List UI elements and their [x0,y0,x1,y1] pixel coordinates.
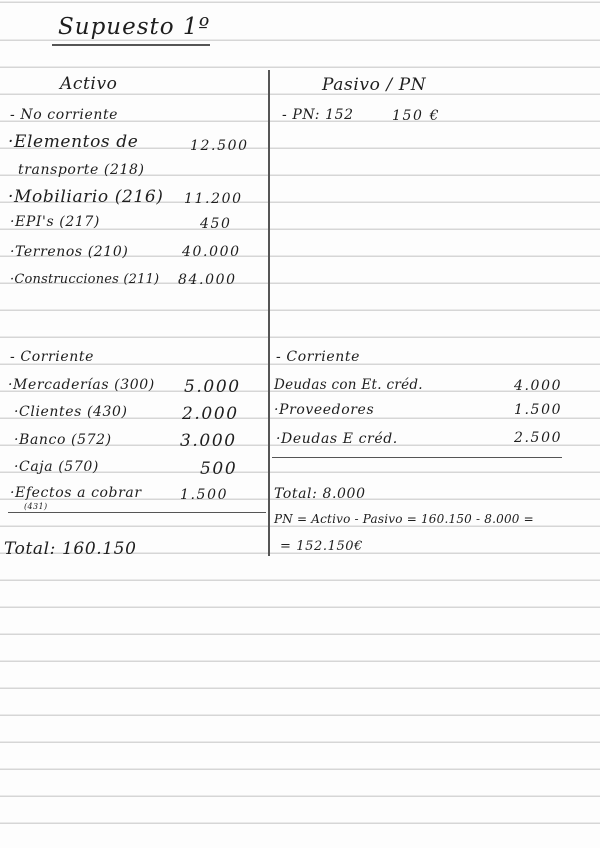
pasivo-total-rule [272,457,562,458]
column-divider [268,70,270,556]
pasivo-total: Total: 8.000 [274,486,366,502]
asset-label: ·Terrenos (210) [10,244,129,260]
asset-value: 5.000 [184,377,241,397]
no-corriente-header: - No corriente [10,107,119,123]
asset-label-cont: (431) [24,502,48,511]
pn-formula-result: = 152.150€ [280,539,364,554]
liability-label: Deudas con Et. créd. [274,377,423,393]
activo-total-rule [8,512,266,513]
asset-label: ·Elementos de [8,132,139,152]
pasivo-corriente-header: - Corriente [276,349,360,365]
asset-value: 1.500 [180,487,229,503]
asset-label: ·Efectos a cobrar [10,485,142,501]
activo-header: Activo [60,74,118,94]
asset-label: ·Banco (572) [14,432,112,448]
liability-value: 4.000 [514,378,563,394]
asset-value: 40.000 [182,244,241,260]
asset-label: ·EPI's (217) [10,214,100,230]
liability-value: 1.500 [514,402,563,418]
pasivo-header: Pasivo / PN [322,75,427,95]
asset-label: ·Caja (570) [14,459,99,475]
asset-value: 2.000 [182,404,239,424]
activo-total: Total: 160.150 [4,539,137,559]
pn-formula: PN = Activo - Pasivo = 160.150 - 8.000 = [274,512,534,526]
corriente-header: - Corriente [10,349,94,365]
pn-label: - PN: 152 [282,107,354,123]
pn-value: 150 € [392,108,441,124]
liability-label: ·Deudas E créd. [276,431,398,447]
asset-label: ·Mobiliario (216) [8,187,164,207]
page-title: Supuesto 1º [58,14,211,40]
asset-value: 12.500 [190,138,249,154]
asset-label: ·Construcciones (211) [10,272,160,287]
asset-value: 11.200 [184,191,243,207]
asset-label: ·Mercaderías (300) [8,377,155,393]
asset-label: ·Clientes (430) [14,404,128,420]
liability-value: 2.500 [514,430,563,446]
title-underline [52,44,210,46]
asset-label-cont: transporte (218) [18,162,145,178]
asset-value: 3.000 [180,431,237,451]
asset-value: 450 [200,216,232,232]
asset-value: 500 [200,459,238,479]
liability-label: ·Proveedores [274,402,375,418]
asset-value: 84.000 [178,272,237,288]
